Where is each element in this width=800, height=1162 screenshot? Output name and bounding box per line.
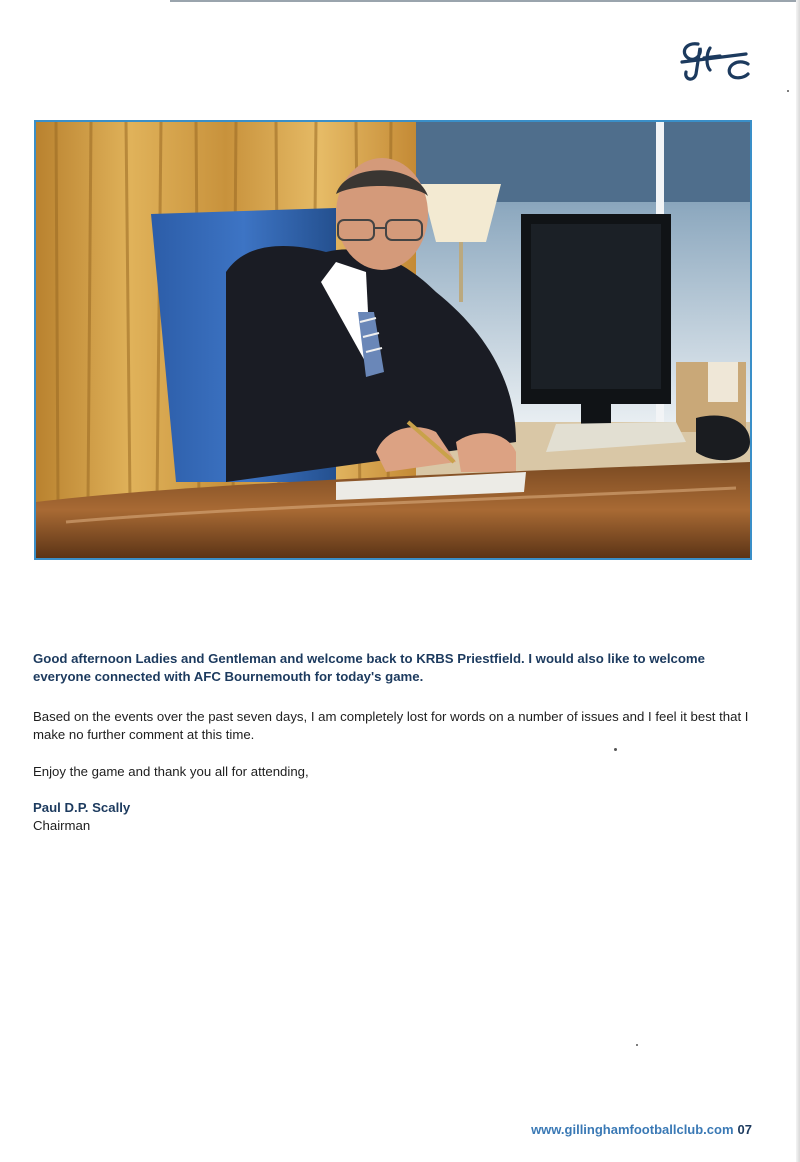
gfc-monogram-logo-icon: [676, 34, 756, 84]
print-speck: [636, 1044, 638, 1046]
page-footer: [531, 1122, 752, 1137]
print-speck: [787, 90, 789, 92]
page-edge-shadow: [796, 0, 800, 1162]
welcome-lead-paragraph: Good afternoon Ladies and Gentleman and welcome back to KRBS Priestfield. I would also like to welcome everyone connected with AFC Bournemouth for today's game.: [33, 651, 705, 684]
signature-name: Paul D.P. Scally: [33, 800, 131, 815]
body-paragraph-closing: Enjoy the game and thank you all for attending,: [33, 764, 309, 779]
print-speck: [614, 748, 617, 751]
footer-website-link[interactable]: www.gillinghamfootballclub.com: [531, 1122, 734, 1137]
page-number: 07: [737, 1122, 752, 1137]
chairman-at-desk-photo-icon: [36, 122, 750, 558]
signature-title: Chairman: [33, 818, 91, 833]
top-rule: [170, 0, 800, 2]
chairman-photo: [34, 120, 752, 560]
body-paragraph-events: Based on the events over the past seven days, I am completely lost for words on a number of issues and I feel it best that I make no further comment at this time.: [33, 709, 749, 742]
